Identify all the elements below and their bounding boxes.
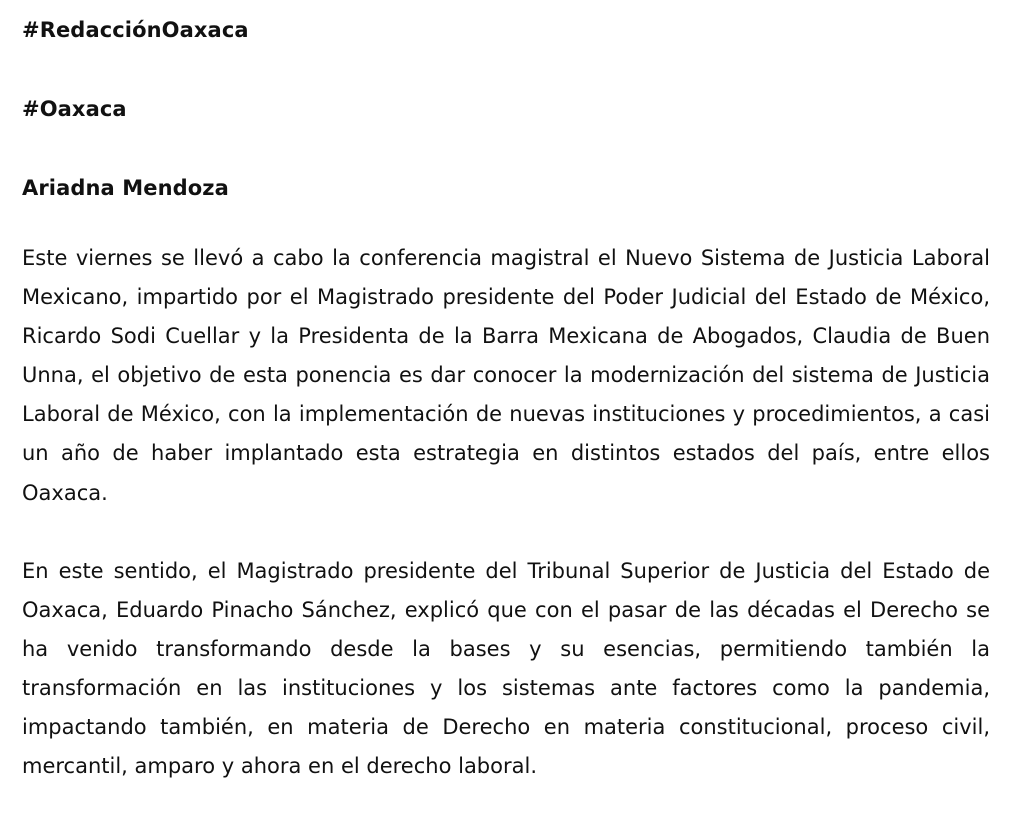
hashtag-oaxaca[interactable]: #Oaxaca	[22, 97, 127, 121]
article-paragraph-1: Este viernes se llevó a cabo la conferencia magistral el Nuevo Sistema de Justicia Laboral Mexicano, impartido por el Magistrado presidente del Poder Judicial del Estado de México, Ricardo Sodi Cuellar y la Presidenta de la Barra Mexicana de Abogados, Claudia de Buen Unna, el objetivo de esta ponencia es dar conocer la modernización del sistema de Justicia Laboral de México, con la implementación de nuevas instituciones y procedimientos, a casi un año de haber implantado esta estrategia en distintos estados del país, entre ellos Oaxaca.	[22, 246, 990, 505]
article-paragraph-2: En este sentido, el Magistrado presidente del Tribunal Superior de Justicia del Estado de Oaxaca, Eduardo Pinacho Sánchez, explicó que con el pasar de las décadas el Derecho se ha venido transformando desde la bases y su esencias, permitiendo también la transformación en las instituciones y los sistemas ante factores como la pandemia, impactando también, en materia de Derecho en materia constitucional, proceso civil, mercantil, amparo y ahora en el derecho laboral.	[22, 558, 990, 779]
hashtag-redaccion-oaxaca[interactable]: #RedacciónOaxaca	[22, 18, 249, 42]
author-name: Ariadna Mendoza	[22, 176, 229, 200]
